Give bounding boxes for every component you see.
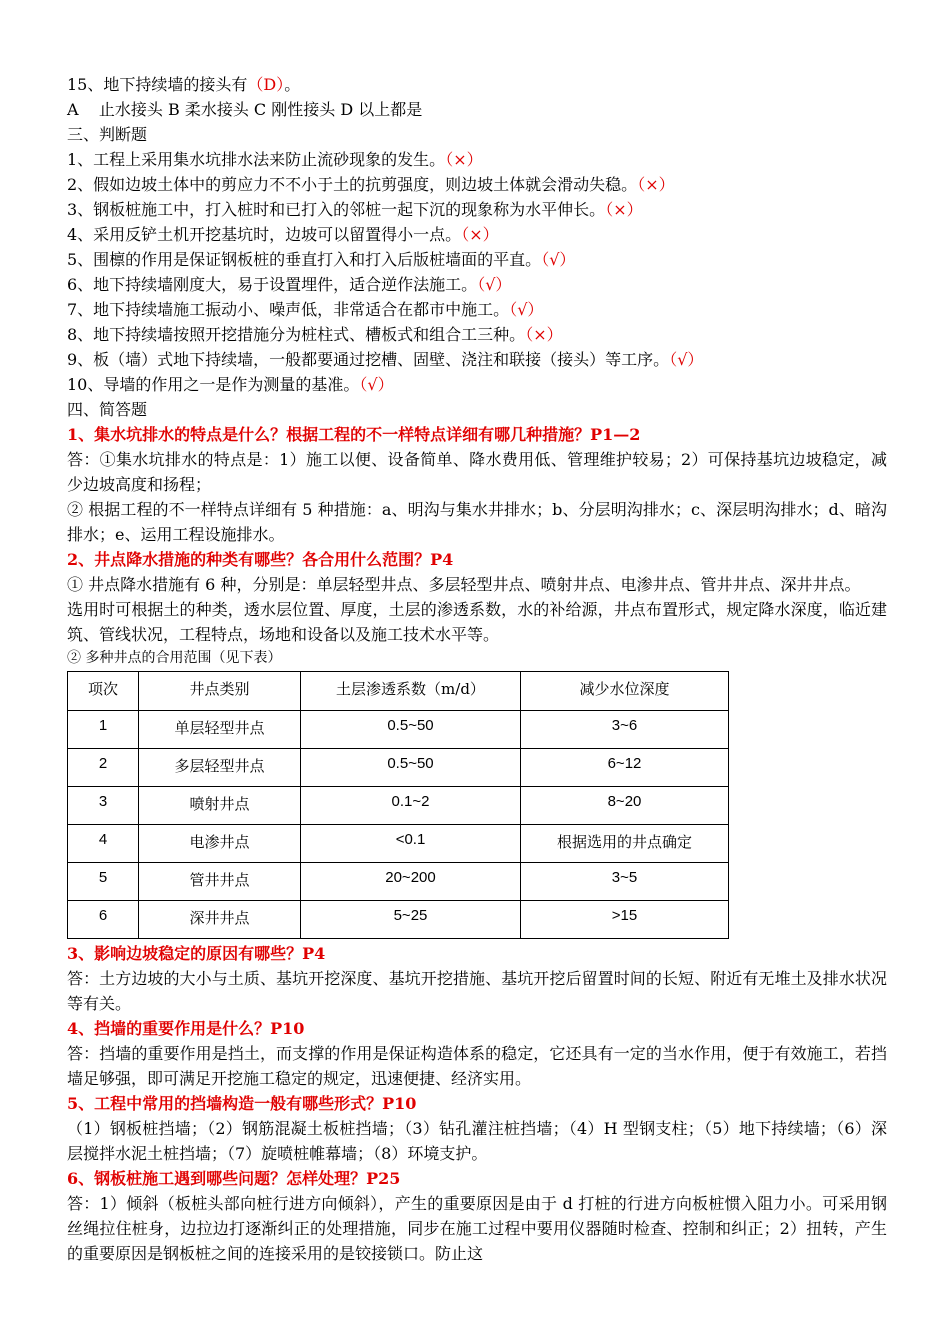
question-15-options: A 止水接头 B 柔水接头 C 刚性接头 D 以上都是 <box>67 100 423 119</box>
judgment-text: 7、地下持续墙施工振动小、噪声低，非常适合在都市中施工。 <box>67 300 510 319</box>
table-cell: 0.1~2 <box>301 787 521 825</box>
table-row <box>68 863 729 901</box>
judgment-text: 5、围檩的作用是保证钢板桩的垂直打入和打入后版桩墙面的平直。 <box>67 250 542 269</box>
question-15-answer: （D） <box>247 75 285 94</box>
table-cell: >15 <box>521 901 729 939</box>
table-cell: 5~25 <box>301 901 521 939</box>
table-cell: 3~5 <box>521 863 729 901</box>
table-header-cell: 项次 <box>68 672 139 711</box>
table-cell: 0.5~50 <box>301 749 521 787</box>
table-cell: 单层轻型井点 <box>139 711 301 749</box>
judgment-answer: （√） <box>509 300 544 319</box>
judgment-text: 2、假如边坡土体中的剪应力不不小于土的抗剪强度，则边坡土体就会滑动失稳。 <box>67 175 638 194</box>
judgment-item <box>67 172 887 197</box>
judgment-answer: （×） <box>605 200 643 219</box>
judgment-item <box>67 147 887 172</box>
judgment-text: 9、板（墙）式地下持续墙，一般都要通过挖槽、固壁、浇注和联接（接头）等工序。 <box>67 350 670 369</box>
judgment-answer: （×） <box>461 225 499 244</box>
short-answer-paragraph: 选用时可根据土的种类，透水层位置、厚度，土层的渗透系数，水的补给源，井点布置形式，规定降水深度，临近建筑、管线状况，工程特点，场地和设备以及施工技术水平等。 <box>67 600 887 644</box>
judgment-text: 3、钢板桩施工中，打入桩时和已打入的邻桩一起下沉的现象称为水平伸长。 <box>67 200 606 219</box>
table-cell: 3 <box>68 787 139 825</box>
table-row <box>68 787 729 825</box>
question-15 <box>67 72 887 97</box>
short-answer-paragraph: 答：挡墙的重要作用是挡土，而支撑的作用是保证构造体系的稳定，它还具有一定的当水作用，便于有效施工，若挡墙足够强，即可满足开挖施工稳定的规定，迅速便捷、经济实用。 <box>67 1044 887 1088</box>
judgment-text: 1、工程上采用集水坑排水法来防止流砂现象的发生。 <box>67 150 446 169</box>
short-answer-heading-4: 4、挡墙的重要作用是什么？P10 <box>67 1019 305 1038</box>
table-cell: 8~20 <box>521 787 729 825</box>
short-answer-heading-3: 3、影响边坡稳定的原因有哪些？P4 <box>67 944 326 963</box>
table-cell: 电渗井点 <box>139 825 301 863</box>
judgment-list <box>67 147 887 397</box>
table-cell: 6~12 <box>521 749 729 787</box>
table-cell: 0.5~50 <box>301 711 521 749</box>
table-header-cell: 土层渗透系数（m/d） <box>301 672 521 711</box>
judgment-item <box>67 322 887 347</box>
table-cell: 多层轻型井点 <box>139 749 301 787</box>
section-title-judgment: 三、判断题 <box>67 125 148 144</box>
judgment-answer: （√） <box>359 375 394 394</box>
table-cell: 深井井点 <box>139 901 301 939</box>
judgment-answer: （√） <box>669 350 704 369</box>
short-answer-paragraph: ② 根据工程的不一样特点详细有 5 种措施：a、明沟与集水井排水；b、分层明沟排水；c、深层明沟排水；d、暗沟排水；e、运用工程设施排水。 <box>67 500 887 544</box>
judgment-answer: （×） <box>525 325 563 344</box>
table-cell: 1 <box>68 711 139 749</box>
judgment-text: 6、地下持续墙刚度大，易于设置埋件，适合逆作法施工。 <box>67 275 478 294</box>
table-row <box>68 901 729 939</box>
short-answer-paragraph: 答：土方边坡的大小与土质、基坑开挖深度、基坑开挖措施、基坑开挖后留置时间的长短、附近有无堆土及排水状况等有关。 <box>67 969 887 1013</box>
table-row <box>68 749 729 787</box>
question-15-tail: 。 <box>284 75 301 94</box>
table-cell: 管井井点 <box>139 863 301 901</box>
short-answer-heading-6: 6、钢板桩施工遇到哪些问题？怎样处理？P25 <box>67 1169 401 1188</box>
judgment-item <box>67 297 887 322</box>
judgment-answer: （√） <box>477 275 512 294</box>
short-answer-paragraph: （1）钢板桩挡墙；（2）钢筋混凝土板桩挡墙；（3）钻孔灌注桩挡墙；（4）H 型钢支柱；（5）地下持续墙；（6）深层搅拌水泥土桩挡墙；（7）旋喷桩帷幕墙；（8）环境支护。 <box>67 1119 887 1163</box>
document-page <box>67 72 887 1266</box>
short-answer-heading-2: 2、井点降水措施的种类有哪些？各合用什么范围？P4 <box>67 550 454 569</box>
judgment-text: 4、采用反铲土机开挖基坑时，边坡可以留置得小一点。 <box>67 225 462 244</box>
judgment-answer: （×） <box>445 150 483 169</box>
table-cell: 6 <box>68 901 139 939</box>
judgment-item <box>67 272 887 297</box>
table-row <box>68 825 729 863</box>
judgment-item <box>67 347 887 372</box>
table-cell: 5 <box>68 863 139 901</box>
table-cell: 4 <box>68 825 139 863</box>
table-header-cell: 井点类别 <box>139 672 301 711</box>
table-header-row <box>68 672 729 711</box>
table-cell: <0.1 <box>301 825 521 863</box>
short-answer-paragraph: 答：①集水坑排水的特点是：1）施工以便、设备简单、降水费用低、管理维护较易；2）可保持基坑边坡稳定，减少边坡高度和扬程； <box>67 450 887 494</box>
judgment-item <box>67 197 887 222</box>
judgment-item <box>67 222 887 247</box>
judgment-answer: （√） <box>541 250 576 269</box>
short-answer-heading-1: 1、集水坑排水的特点是什么？根据工程的不一样特点详细有哪几种措施？P1—2 <box>67 425 641 444</box>
table-cell: 喷射井点 <box>139 787 301 825</box>
table-caption: ② 多种井点的合用范围（见下表） <box>67 650 282 666</box>
judgment-text: 8、地下持续墙按照开挖措施分为桩柱式、槽板式和组合工三种。 <box>67 325 526 344</box>
table-row <box>68 711 729 749</box>
short-answer-paragraph: 答：1）倾斜（板桩头部向桩行进方向倾斜），产生的重要原因是由于 d 打桩的行进方向板桩惯入阻力小。可采用钢丝绳拉住桩身，边拉边打逐渐纠正的处理措施，同步在施工过程中要用仪器随时检查、控制和纠正；2）扭转，产生的重要原因是钢板桩之间的连接采用的是铰接锁口。防止这 <box>67 1194 887 1263</box>
table-cell: 20~200 <box>301 863 521 901</box>
table-cell: 2 <box>68 749 139 787</box>
table-cell: 3~6 <box>521 711 729 749</box>
judgment-text: 10、导墙的作用之一是作为测量的基准。 <box>67 375 360 394</box>
short-answer-paragraph: ① 井点降水措施有 6 种，分别是：单层轻型井点、多层轻型井点、喷射井点、电渗井点、管井井点、深井井点。 <box>67 575 861 594</box>
well-point-table <box>67 671 729 939</box>
table-header-cell: 减少水位深度 <box>521 672 729 711</box>
judgment-answer: （×） <box>637 175 675 194</box>
section-title-short-answer: 四、简答题 <box>67 400 148 419</box>
judgment-item <box>67 247 887 272</box>
short-answer-heading-5: 5、工程中常用的挡墙构造一般有哪些形式？P10 <box>67 1094 417 1113</box>
table-cell: 根据选用的井点确定 <box>521 825 729 863</box>
question-15-text: 15、地下持续墙的接头有 <box>67 75 248 94</box>
judgment-item <box>67 372 887 397</box>
